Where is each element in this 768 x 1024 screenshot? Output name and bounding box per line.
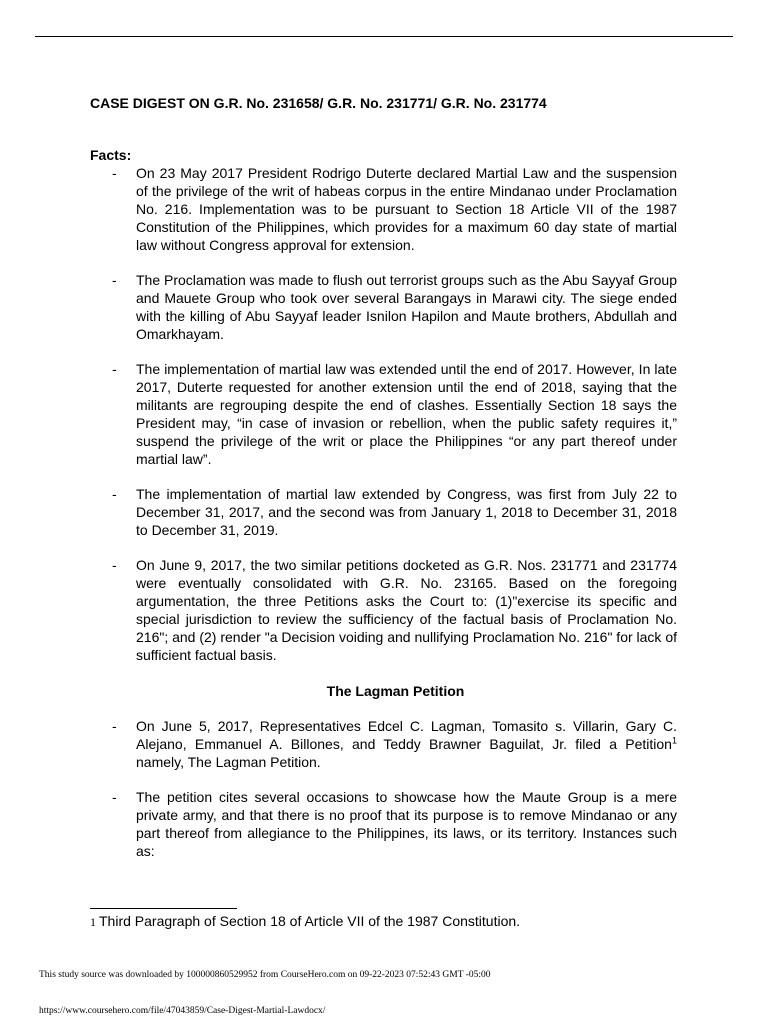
bullet-dash: - xyxy=(112,272,117,288)
bullet-dash: - xyxy=(112,486,117,502)
footnote-reference[interactable]: 1 xyxy=(671,735,677,746)
lagman-item-text: On June 5, 2017, Representatives Edcel C. Lagman, Tomasito s. Villarin, Gary C. Alejano, Emmanuel A. Billones, and Teddy Brawner Baguilat, Jr. filed a Petition xyxy=(136,718,677,752)
facts-item xyxy=(90,360,677,468)
document-title: CASE DIGEST ON G.R. No. 231658/ G.R. No. 231771/ G.R. No. 231774 xyxy=(90,95,547,111)
footnote-text: Third Paragraph of Section 18 of Article VII of the 1987 Constitution. xyxy=(99,913,521,929)
lagman-item-text: The petition cites several occasions to showcase how the Maute Group is a mere private army, and that there is no proof that its purpose is to remove Mindanao or any part thereof from allegiance to the Philippines, its laws, or its territory. Instances such as: xyxy=(136,789,677,859)
lagman-item xyxy=(90,788,677,860)
facts-item-text: The implementation of martial law extended by Congress, was first from July 22 to December 31, 2017, and the second was from January 1, 2018 to December 31, 2018 to December 31, 2019. xyxy=(136,486,677,538)
facts-item xyxy=(90,556,677,664)
header-rule xyxy=(35,36,733,37)
footnote-rule xyxy=(90,908,237,909)
lagman-item xyxy=(90,717,677,771)
facts-item-text: On 23 May 2017 President Rodrigo Duterte declared Martial Law and the suspension of the privilege of the writ of habeas corpus in the entire Mindanao under Proclamation No. 216. Implementation was to be pursuant to Section 18 Article VII of the 1987 Constitution of the Philippines, which provides for a maximum 60 day state of martial law without Congress approval for extension. xyxy=(136,165,677,253)
facts-item xyxy=(90,164,677,254)
facts-item xyxy=(90,485,677,539)
bullet-dash: - xyxy=(112,789,117,805)
facts-list xyxy=(90,164,677,681)
facts-item-text: On June 9, 2017, the two similar petitions docketed as G.R. Nos. 231771 and 231774 were eventually consolidated with G.R. No. 23165. Based on the foregoing argumentation, the three Petitions asks the Court to: (1)"exercise its specific and special jurisdiction to review the sufficiency of the factual basis of Proclamation No. 216"; and (2) render "a Decision voiding and nullifying Proclamation No. 216" for lack of sufficient factual basis. xyxy=(136,557,677,663)
footnote-number: 1 xyxy=(90,915,96,929)
facts-item-text: The Proclamation was made to flush out terrorist groups such as the Abu Sayyaf Group and Mauete Group who took over several Barangays in Marawi city. The siege ended with the killing of Abu Sayyaf leader Isnilon Hapilon and Maute brothers, Abdullah and Omarkhayam. xyxy=(136,272,677,342)
section-heading-lagman: The Lagman Petition xyxy=(326,683,465,699)
lagman-list xyxy=(90,717,677,877)
source-url[interactable]: https://www.coursehero.com/file/47043859/Case-Digest-Martial-Lawdocx/ xyxy=(39,1006,326,1016)
facts-item xyxy=(90,271,677,343)
facts-item-text: The implementation of martial law was extended until the end of 2017. However, In late 2017, Duterte requested for another extension until the end of 2018, saying that the militants are regrouping despite the end of clashes. Essentially Section 18 says the President may, “in case of invasion or rebellion, when the public safety requires it,” suspend the privilege of the writ or place the Philippines “or any part thereof under martial law”. xyxy=(136,361,677,467)
lagman-item-tail: namely, The Lagman Petition. xyxy=(136,754,321,770)
facts-heading: Facts: xyxy=(90,147,132,163)
download-notice: This study source was downloaded by 100000860529952 from CourseHero.com on 09-22-2023 07:52:43 GMT -05:00 xyxy=(39,970,491,980)
bullet-dash: - xyxy=(112,361,117,377)
bullet-dash: - xyxy=(112,718,117,734)
bullet-dash: - xyxy=(112,165,117,181)
bullet-dash: - xyxy=(112,557,117,573)
footnote xyxy=(90,913,520,930)
